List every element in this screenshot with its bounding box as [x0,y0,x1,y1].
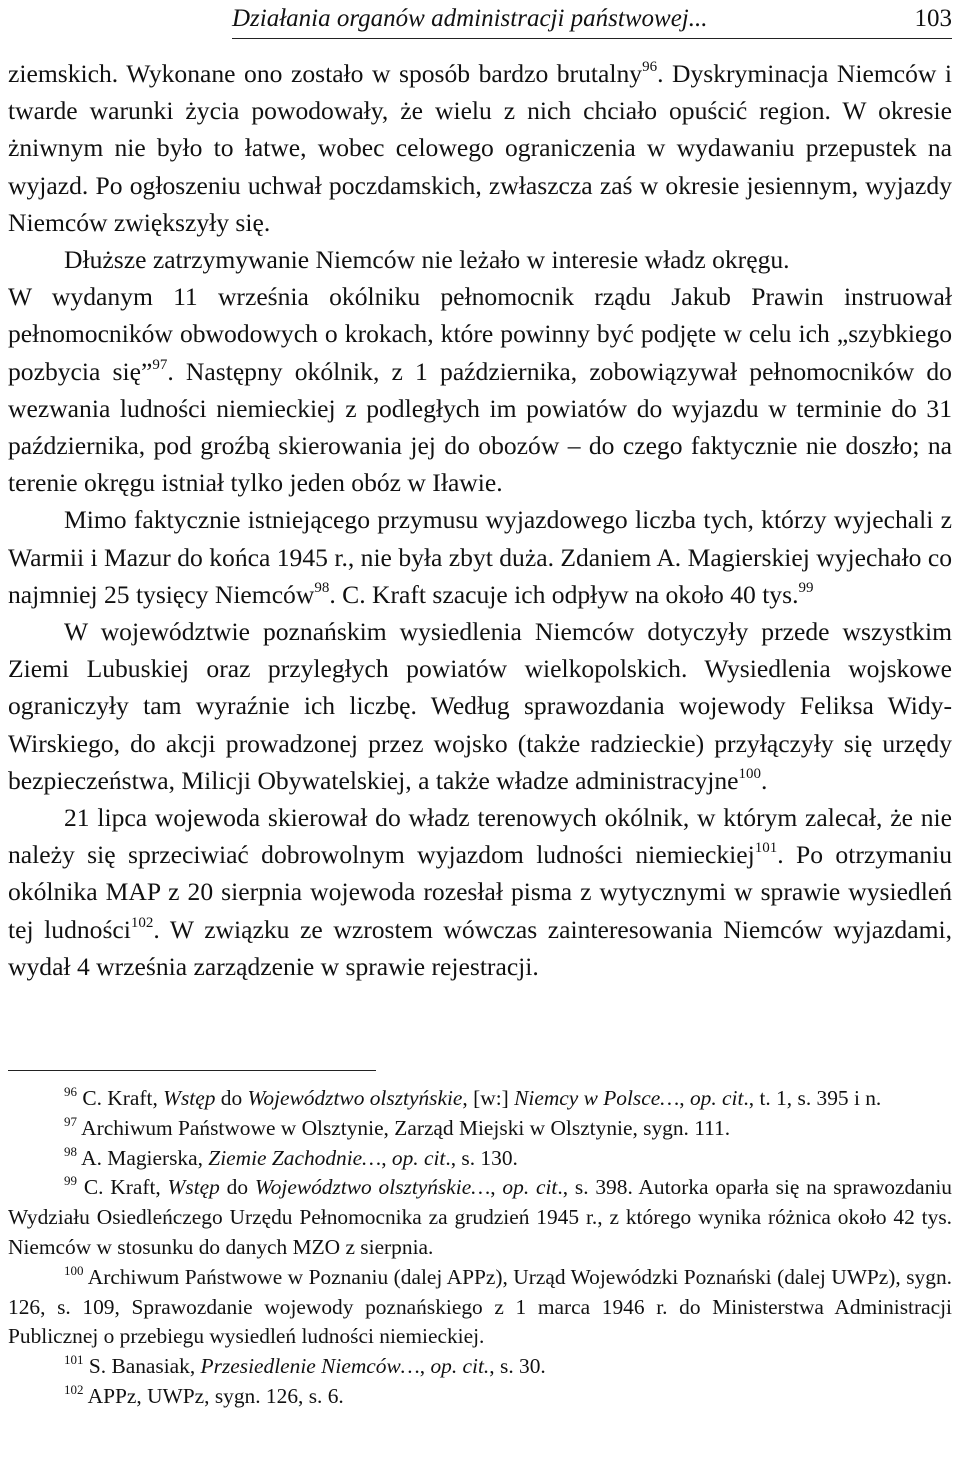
footnote-number: 97 [64,1113,77,1129]
text-run: A. Magierska, [77,1145,209,1170]
italic-run: Przesiedlenie Niemców… [200,1354,420,1379]
italic-run: Wstęp [167,1175,220,1200]
text-run: , [w:] [462,1086,515,1110]
text-run: APPz, UWPz, sygn. 126, s. 6. [83,1383,344,1408]
paragraph [8,55,952,241]
italic-run: op. cit. [430,1354,490,1379]
footnote-number: 101 [64,1352,84,1368]
text-run: Dłuższe zatrzymywanie Niemców nie leżało w interesie władz okręgu. [64,245,790,275]
italic-run: op. cit [502,1175,558,1200]
running-header [232,2,952,39]
text-run: , [419,1354,431,1379]
text-run: , [381,1145,392,1170]
footnote-101 [8,1352,952,1382]
italic-run: Ziemie Zachodnie… [208,1145,382,1170]
italic-run: Województwo olsztyńskie [247,1086,463,1110]
footnote-number: 98 [64,1143,77,1159]
text-run: . Następny okólnik, z 1 października, zobowiązywał pełnomocników do wezwania ludności niemieckiej z podległych im powiatów do wyjazdu w terminie do 31 października, pod groźbą skierowania jej do obozów – do czego faktycznie nie doszło; na terenie okręgu istniał tylko jeden obóz w Iławie. [8,356,952,498]
footnote-97 [8,1114,952,1144]
footnote-100 [8,1263,952,1352]
footnote-ref[interactable]: 100 [738,765,762,782]
footnote-ref[interactable]: 99 [798,579,814,596]
footnote-number: 102 [64,1381,84,1397]
text-run: ziemskich. Wykonane ono zostało w sposób bardzo brutalny [8,59,643,88]
text-run: , s. 30. [489,1354,546,1379]
footnote-98 [8,1144,952,1174]
footnote-separator [8,1070,376,1071]
footnotes [8,1084,952,1412]
text-run: S. Banasiak, [83,1354,201,1379]
footnote-ref[interactable]: 97 [152,356,168,373]
text-run: ., s. 398. Autorka oparła się na sprawozdaniu Wydziału Osiedleńczego Urzędu Pełnomocnika za grudzień 1945 r., z którego wynika różnica około 42 tys. Niemców w stosunku do danych MZO z sierpnia. [8,1175,952,1259]
text-run: do [215,1086,248,1110]
paragraph [8,613,952,799]
text-run: W wydanym 11 września okólniku pełnomocnik rządu Jakub Prawin instruował pełnomocników obwodowych o krokach, które powinny być podjęte w celu ich „szybkiego pozbycia się” [8,282,952,386]
paragraph [8,799,952,985]
footnote-number: 100 [64,1262,84,1278]
footnote-number: 96 [64,1084,77,1099]
text-run: W województwie poznańskim wysiedlenia Niemców dotyczyły przede wszystkim Ziemi Lubuskiej oraz przyległych powiatów wielkopolskich. Wysiedlenia wojskowe ograniczyły tam wyraźnie ich liczbę. Według sprawozdania wojewody Feliksa Widy-Wirskiego, do akcji prowadzonej przez wojsko (także radzieckie) przyłączyły się urzędy bezpieczeństwa, Milicji Obywatelskiej, a także władze administracyjne [8,617,952,795]
text-run: . C. Kraft szacuje ich odpływ na około 40 tys. [329,579,799,609]
footnote-96 [8,1084,952,1114]
text-run: . W związku ze wzrostem wówczas zainteresowania Niemców wyjazdami, wydał 4 września zarządzenie w sprawie rejestracji. [8,914,953,981]
text-run: . [761,765,768,795]
paragraph [8,278,952,501]
footnote-ref[interactable]: 102 [130,914,154,931]
footnote-ref[interactable]: 101 [754,840,778,857]
footnote-102 [8,1382,952,1412]
text-run: . Po otrzymaniu okólnika MAP z 20 sierpnia wojewoda rozesłał pisma z wytycznymi w sprawie wysiedleń tej ludności [8,840,952,944]
text-run: do [219,1175,255,1200]
italic-run: Niemcy w Polsce… [514,1086,680,1110]
italic-run: op. cit [391,1145,446,1170]
footnote-99 [8,1173,952,1262]
italic-run: Wstęp [163,1086,216,1110]
paragraph [8,241,952,278]
italic-run: Województwo olsztyńskie… [254,1175,491,1200]
text-run: , [679,1086,690,1110]
text-run: ., s. 130. [445,1145,518,1170]
page-number: 103 [914,5,952,32]
text-run: ., t. 1, s. 395 i n. [743,1086,882,1110]
text-run: Archiwum Państwowe w Poznaniu (dalej APPz), Urząd Wojewódzki Poznański (dalej UWPz), sygn. 126, s. 109, Sprawozdanie wojewody poznańskiego z 1 marca 1946 r. do Ministerstwa Administracji Publicznej o przebiegu wysiedleń ludności niemieckiej. [8,1264,952,1349]
footnote-ref[interactable]: 98 [314,579,330,596]
text-run: Archiwum Państwowe w Olsztynie, Zarząd Miejski w Olsztynie, sygn. 111. [77,1115,731,1140]
text-run: . Dyskryminacja Niemców i twarde warunki życia powodowały, że wielu z nich chciało opuścić region. W okresie żniwnym nie było to łatwe, wobec celowego ograniczenia w wydawaniu przepustek na wyjazd. Po ogłoszeniu uchwał poczdamskich, zwłaszcza zaś w okresie jesiennym, wyjazdy Niemców zwiększyły się. [8,59,952,237]
text-run: 21 lipca wojewoda skierował do władz terenowych okólnik, w którym zalecał, że nie należy się sprzeciwiać dobrowolnym wyjazdom ludności niemieckiej [8,803,952,870]
text-run: Mimo faktycznie istniejącego przymusu wyjazdowego liczba tych, którzy wyjechali z Warmii i Mazur do końca 1945 r., nie była zbyt duża. Zdaniem A. Magierskiej wyjechało co najmniej 25 tysięcy Niemców [8,505,952,609]
paragraph [8,501,952,613]
text-run: C. Kraft, [77,1086,164,1110]
footnote-number: 99 [64,1173,77,1189]
body-text [8,55,952,985]
text-run: C. Kraft, [77,1175,168,1200]
running-title: Działania organów administracji państwowej... [232,5,708,32]
text-run: , [490,1175,503,1200]
footnote-ref[interactable]: 96 [642,59,658,75]
italic-run: op. cit [689,1086,744,1110]
